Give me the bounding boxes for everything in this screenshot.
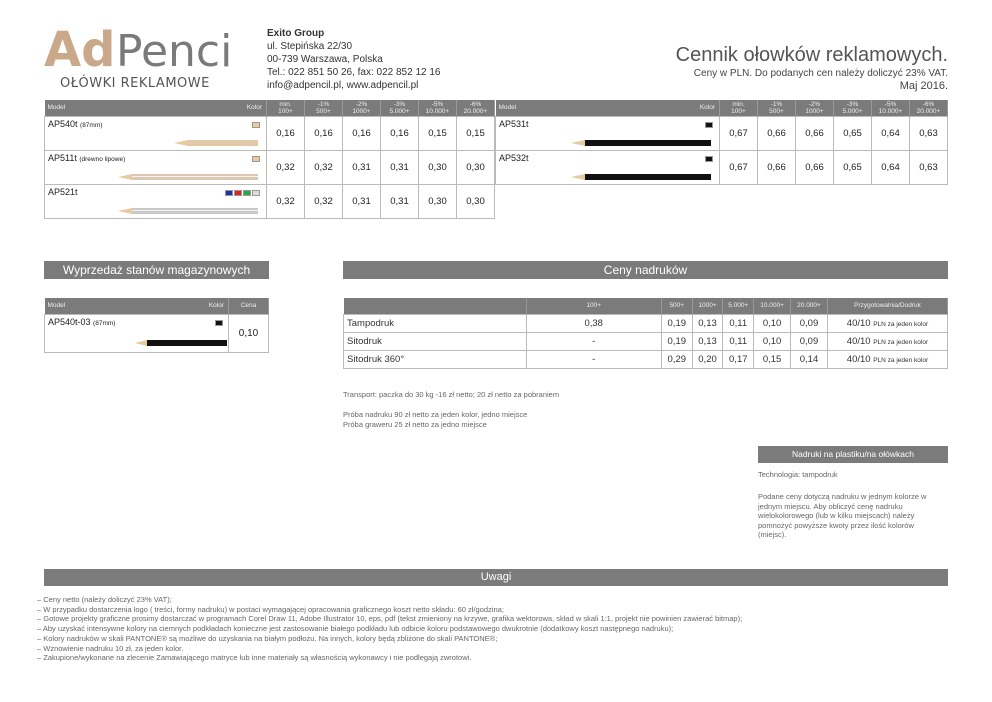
color-swatch (252, 190, 260, 196)
pencil-image (174, 139, 258, 147)
table-row (344, 314, 948, 332)
tier-qty: 20.000+ (916, 107, 941, 115)
price-cell: 0,31 (343, 184, 381, 218)
col-price-tier (834, 100, 872, 116)
product-cell (496, 150, 720, 184)
price-cell: 0,29 (661, 350, 692, 368)
color-swatch (234, 190, 242, 196)
col-method (344, 298, 527, 314)
price-cell: 0,67 (720, 150, 758, 184)
imprint-header (344, 298, 948, 314)
color-swatch (215, 320, 223, 326)
clearance-col-model: Model (45, 298, 139, 314)
price-cell: 0,16 (343, 116, 381, 150)
title-block (676, 44, 948, 93)
tier-qty: 100+ (731, 107, 746, 115)
col-price-tier (419, 100, 457, 116)
price-cell: 0,15 (457, 116, 495, 150)
svg-text:Ad: Ad (44, 22, 116, 78)
prep-price: 40/10 (846, 353, 874, 365)
imprint-col: 5.000+ (723, 298, 754, 314)
col-price-tier (457, 100, 495, 116)
price-cell: 0,66 (758, 150, 796, 184)
tier-qty: 10.000+ (425, 107, 450, 115)
col-price-tier (758, 100, 796, 116)
uwagi-line: – Kolory nadruków w skali PANTONE® są możliwe do uzyskania na białym podłożu. Na innych, kolory będą zbliżone do skali PANTONE®; (37, 633, 498, 643)
price-cell: 0,31 (381, 184, 419, 218)
price-cell: 0,19 (661, 314, 692, 332)
clearance-col-cena: Cena (229, 298, 269, 314)
uwagi-title: Uwagi (44, 569, 948, 586)
company-contact: info@adpencil.pl, www.adpencil.pl (267, 80, 419, 91)
price-cell: 0,63 (910, 116, 948, 150)
clearance-price: 0,10 (229, 314, 269, 352)
imprint-col: 10.000+ (754, 298, 791, 314)
company-city: 00-739 Warszawa, Polska (267, 54, 383, 65)
price-cell: 0,16 (267, 116, 305, 150)
tier-qty: 10.000+ (878, 107, 903, 115)
imprint-method: Sitodruk 360° (344, 350, 527, 368)
tier-discount: -1% (770, 100, 783, 108)
table-row (45, 116, 495, 150)
col-model: Model (45, 100, 187, 116)
prep-note: PLN za jeden kolor (873, 320, 929, 328)
table-row (45, 184, 495, 218)
prep-cell (827, 332, 947, 350)
price-cell: 0,11 (723, 332, 754, 350)
table-row (496, 150, 948, 184)
tier-qty: 20.000+ (463, 107, 488, 115)
pencil-image (118, 207, 258, 215)
price-cell: 0,09 (791, 332, 828, 350)
product-name: AP531t (499, 118, 529, 129)
table-row (45, 314, 269, 352)
price-table-right (495, 100, 948, 185)
col-kolor: Kolor (187, 100, 267, 116)
price-cell: 0,32 (267, 150, 305, 184)
price-cell: 0,31 (381, 150, 419, 184)
clearance-table (44, 298, 269, 353)
clearance-col-kolor: Kolor (139, 298, 229, 314)
tier-discount: -6% (922, 100, 935, 108)
color-swatch (252, 156, 260, 162)
price-cell: 0,66 (796, 150, 834, 184)
col-price-tier (343, 100, 381, 116)
pencil-image (571, 139, 711, 147)
color-swatch (243, 190, 251, 196)
price-cell: 0,63 (910, 150, 948, 184)
price-table-left (44, 100, 495, 219)
imprint-col: 1000+ (692, 298, 723, 314)
price-cell: 0,30 (457, 184, 495, 218)
logo-tagline: OŁÓWKI REKLAMOWE (60, 76, 210, 91)
price-cell: 0,13 (692, 332, 723, 350)
price-cell: 0,64 (872, 116, 910, 150)
price-table-header (496, 100, 948, 116)
plastic-text: Podane ceny dotyczą nadruku w jednym kolorze w jednym miejscu. Aby obliczyć cenę nadruku wielokolorowego (lub w kilku miejscach) należy pomnożyć powyższe kwoty przez ilość kolorów (miejsc). (758, 492, 927, 539)
tier-qty: 100+ (278, 107, 293, 115)
price-table-header (45, 100, 495, 116)
table-row (45, 150, 495, 184)
company-street: ul. Stepińska 22/30 (267, 41, 353, 52)
page-title: Cennik ołowków reklamowych. (675, 44, 948, 66)
col-model: Model (496, 100, 640, 116)
tier-discount: -5% (884, 100, 897, 108)
imprint-method: Tampodruk (344, 314, 527, 332)
price-cell: - (526, 332, 661, 350)
tier-discount: -2% (808, 100, 821, 108)
price-cell: 0,65 (834, 116, 872, 150)
col-price-tier (910, 100, 948, 116)
imprint-table (343, 298, 948, 369)
tier-qty: 1000+ (352, 107, 371, 115)
color-swatch (705, 156, 713, 162)
clearance-title: Wyprzedaż stanów magazynowych (44, 261, 269, 279)
imprint-col: Przygotowalnia/Dodruk (827, 298, 947, 314)
uwagi-line: – W przypadku dostarczenia logo ( treści, formy nadruku) w postaci wymagającej opracowania graficznego koszt netto składu: 60 zł/godzina; (37, 604, 504, 614)
product-note: (87mm) (93, 319, 116, 327)
price-cell: 0,32 (267, 184, 305, 218)
prep-note: PLN za jeden kolor (873, 338, 929, 346)
sample-note-2: Próba graweru 25 zł netto za jedno miejsce (343, 420, 487, 429)
price-cell: 0,30 (419, 184, 457, 218)
product-cell (45, 116, 267, 150)
product-name: AP521t (48, 186, 78, 197)
plastic-title: Nadruki na plastiku/na ołówkach (758, 446, 948, 463)
tier-qty: 5.000+ (389, 107, 410, 115)
imprint-col: 100+ (526, 298, 661, 314)
price-cell: 0,32 (305, 150, 343, 184)
price-cell: 0,13 (692, 314, 723, 332)
price-cell: 0,19 (661, 332, 692, 350)
price-cell: 0,16 (305, 116, 343, 150)
price-cell: 0,66 (796, 116, 834, 150)
pencil-image (571, 173, 711, 181)
price-cell: 0,15 (419, 116, 457, 150)
price-cell: 0,11 (723, 314, 754, 332)
page-date: Maj 2016. (899, 80, 948, 92)
price-cell: 0,09 (791, 314, 828, 332)
tier-discount: -6% (469, 100, 482, 108)
price-cell: 0,16 (381, 116, 419, 150)
tier-discount: -3% (846, 100, 859, 108)
table-row (344, 350, 948, 368)
price-cell: - (526, 350, 661, 368)
plastic-tech: Technologia: tampodruk (758, 470, 838, 479)
price-cell: 0,10 (754, 314, 791, 332)
product-note: (87mm) (80, 121, 103, 129)
price-cell: 0,15 (754, 350, 791, 368)
uwagi-line: – Wznowienie nadruku 10 zł, za jeden kolor. (37, 643, 184, 653)
product-name: AP540t (48, 118, 81, 129)
col-price-tier (305, 100, 343, 116)
col-kolor: Kolor (640, 100, 720, 116)
uwagi-line: – Ceny netto (należy doliczyć 23% VAT); (37, 595, 172, 604)
price-cell: 0,10 (754, 332, 791, 350)
prep-cell (827, 350, 947, 368)
col-price-tier (267, 100, 305, 116)
price-cell: 0,67 (720, 116, 758, 150)
imprint-col: 500+ (661, 298, 692, 314)
company-info (267, 27, 440, 92)
price-cell: 0,14 (791, 350, 828, 368)
prep-price: 40/10 (846, 317, 874, 329)
col-price-tier (720, 100, 758, 116)
col-price-tier (381, 100, 419, 116)
tier-discount: -5% (431, 100, 444, 108)
tier-discount: -1% (317, 100, 330, 108)
price-cell: 0,64 (872, 150, 910, 184)
transport-note: Transport: paczka do 30 kg -16 zł netto; 20 zł netto za pobraniem (343, 390, 560, 399)
pencil-image (118, 173, 258, 181)
price-cell: 0,20 (692, 350, 723, 368)
product-cell (45, 150, 267, 184)
prep-cell (827, 314, 947, 332)
imprint-title: Ceny nadruków (343, 261, 948, 279)
tier-qty: 500+ (769, 107, 784, 115)
company-name: Exito Group (267, 28, 325, 39)
product-cell (496, 116, 720, 150)
price-cell: 0,30 (457, 150, 495, 184)
prep-price: 40/10 (846, 335, 874, 347)
price-cell: 0,32 (305, 184, 343, 218)
color-swatch (225, 190, 233, 196)
uwagi-line: – Aby uzyskać intensywne kolory na ciemnych podkładach konieczne jest zastosowanie białego podkładu lub odbicie koloru podstawowego dwukrotnie (dodatkowy koszt następnego nadruku); (37, 624, 674, 634)
price-cell: 0,31 (343, 150, 381, 184)
tier-discount: min. (732, 100, 745, 108)
page-subtitle: Ceny w PLN. Do podanych cen należy doliczyć 23% VAT. (693, 68, 948, 79)
product-name: AP511t (48, 152, 80, 163)
uwagi-line: – Gotowe projekty graficzne prosimy dostarczać w programach Corel Draw 11, Adobe Illustrator 10, eps, pdf (tekst zmieniony na krzywe, grafika wektorowa, skład w skali 1:1, projekt nie powinien zawierać bitmap); (37, 614, 743, 624)
price-cell: 0,38 (526, 314, 661, 332)
tier-qty: 500+ (316, 107, 331, 115)
tier-qty: 5.000+ (842, 107, 863, 115)
company-phone: Tel.: 022 851 50 26, fax: 022 852 12 16 (267, 67, 441, 78)
table-row (496, 116, 948, 150)
price-cell: 0,17 (723, 350, 754, 368)
product-name: AP540t-03 (48, 316, 91, 327)
product-note: (drewno lipowe) (79, 155, 126, 163)
svg-text:Pencil: Pencil (116, 26, 234, 77)
tier-qty: 1000+ (805, 107, 824, 115)
color-swatch (705, 122, 713, 128)
pencil-image (135, 339, 227, 347)
uwagi-line: – Zakupione/wykonane na zlecenie Zamawiającego matryce lub inne materiały są własnością wykonawcy i nie podlegają zwrotowi. (37, 653, 472, 663)
prep-note: PLN za jeden kolor (873, 356, 929, 364)
product-name: AP532t (499, 152, 529, 163)
sample-note-1: Próba nadruku 90 zł netto za jeden kolor, jedno miejsce (343, 410, 528, 419)
imprint-col: 20.000+ (791, 298, 828, 314)
table-row (344, 332, 948, 350)
tier-discount: -2% (355, 100, 368, 108)
imprint-method: Sitodruk (344, 332, 527, 350)
col-price-tier (872, 100, 910, 116)
uwagi-list (37, 595, 957, 663)
col-price-tier (796, 100, 834, 116)
price-cell: 0,30 (419, 150, 457, 184)
tier-discount: min. (279, 100, 292, 108)
price-cell: 0,65 (834, 150, 872, 184)
price-cell: 0,66 (758, 116, 796, 150)
product-cell (45, 314, 229, 352)
tier-discount: -3% (393, 100, 406, 108)
color-swatch (252, 122, 260, 128)
product-cell (45, 184, 267, 218)
